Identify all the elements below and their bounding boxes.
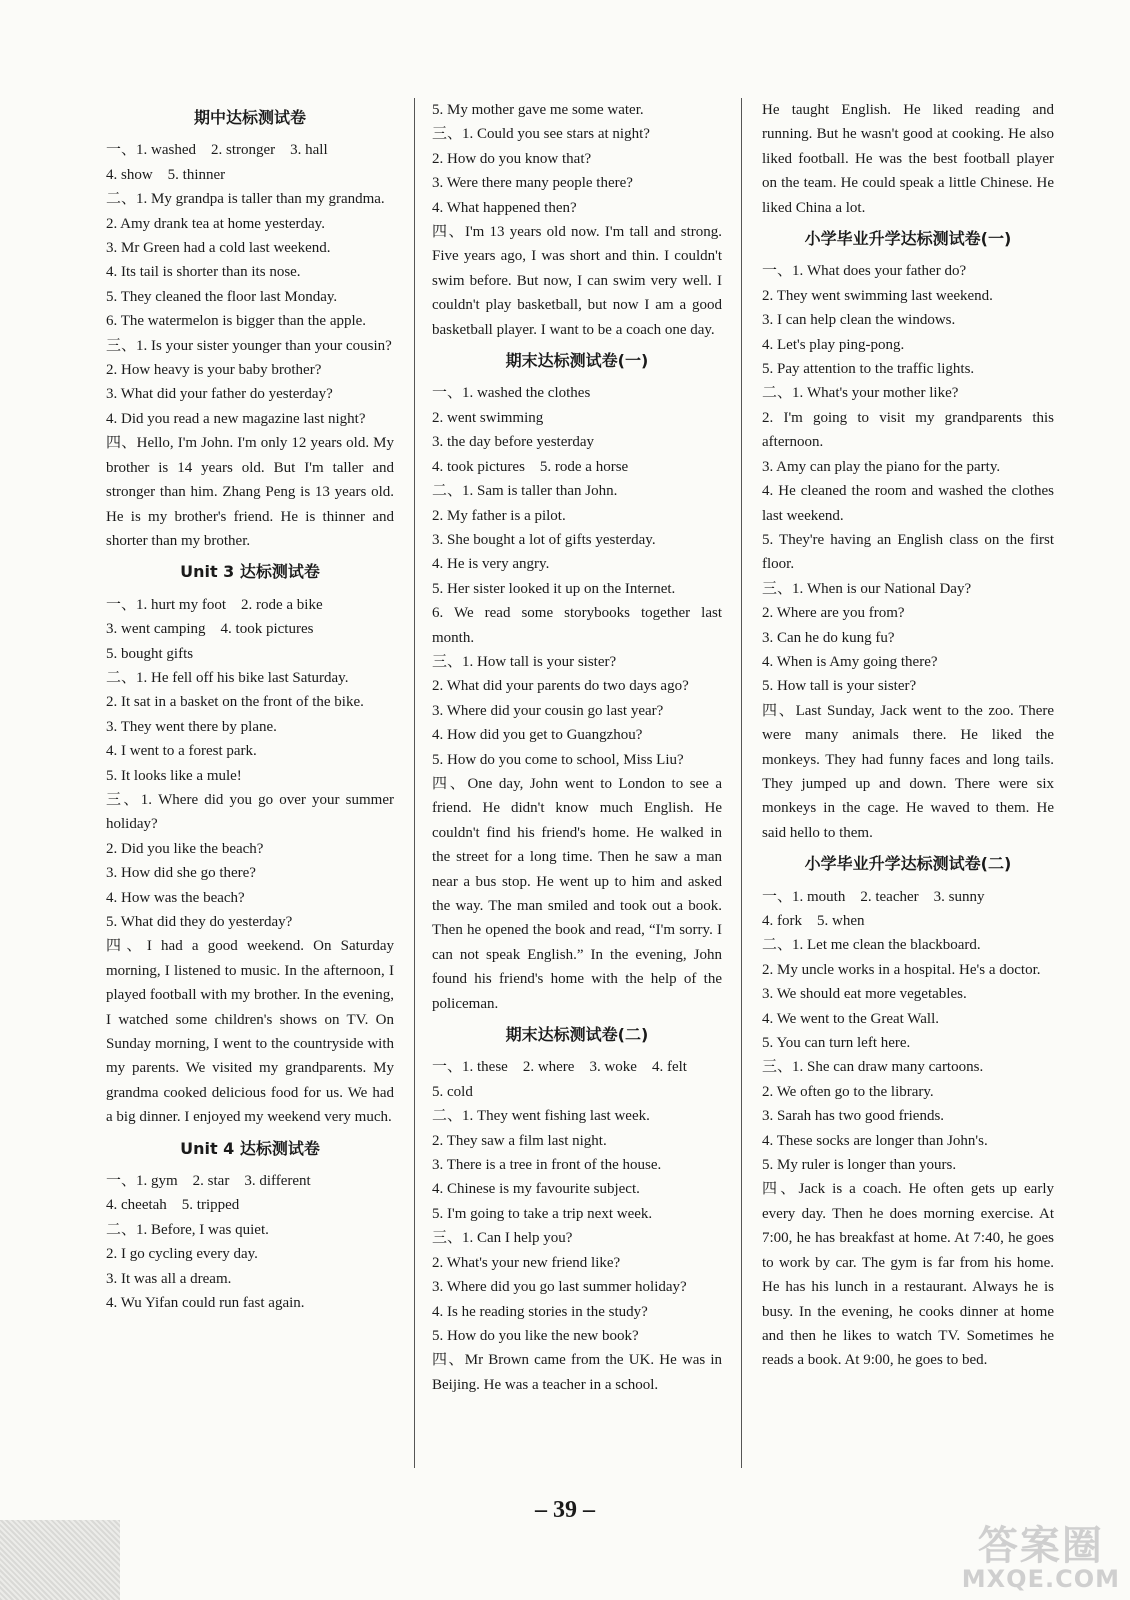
answer-line: 3. They went there by plane. [106,718,277,735]
answer-line: 三、1. Can I help you? [432,1230,573,1247]
answer-line: 四、I had a good weekend. On Saturday morning, I listened to music. In the afternoon, I played football with my brother. In the evening, I watched some children's shows on TV. On Sunday morning, I went to the countryside with my parents. We visited my grandparents. My grandma cooked delicious food for us. We had a big dinner. I enjoyed my weekend very much. [106,938,394,1126]
answer-line: 5. You can turn left here. [762,1035,911,1052]
answer-line: 二、1. Let me clean the blackboard. [762,937,981,954]
answer-line: 4. What happened then? [432,199,577,216]
answer-line: 一、1. these 2. where 3. woke 4. felt [432,1059,687,1076]
answer-line: 2. It sat in a basket on the front of the bike. [106,694,364,711]
answer-line: 三、1. When is our National Day? [762,580,972,597]
answer-line: 3. It was all a dream. [106,1270,232,1287]
answer-line: 四、Last Sunday, Jack went to the zoo. There were many animals there. He liked the monkeys. They had funny faces and long tails. They jumped up and down. There were six monkeys in the cage. He waved to them. He said hello to them. [762,702,1054,841]
answer-line: 5. My mother gave me some water. [432,102,644,118]
answer-line: 5. How do you come to school, Miss Liu? [432,751,684,768]
answer-line: 5. What did they do yesterday? [106,914,293,930]
answer-line: 2. Did you like the beach? [106,840,264,857]
answer-line: 5. bought gifts [106,645,194,662]
answer-line: 4. fork 5. when [762,913,865,929]
section-title: 小学毕业升学达标测试卷(二) [804,854,1012,874]
answer-line: 5. They cleaned the floor last Monday. [106,288,338,305]
watermark-logo [961,1522,1120,1593]
answer-line: 一、1. gym 2. star 3. different [106,1173,311,1190]
watermark-url: MXQE.COM [961,1564,1120,1593]
answer-line: 3. Can he do kung fu? [762,629,895,646]
answer-line: 2. I go cycling every day. [106,1246,258,1263]
answer-line: 3. Where did your cousin go last year? [432,702,664,719]
answer-line: 5. It looks like a mule! [106,767,242,784]
answer-line: 4. Is he reading stories in the study? [432,1303,648,1320]
page-number: – 39 – [535,1497,595,1523]
answer-line: 2. What did your parents do two days ago? [432,678,689,695]
answer-line: 3. How did she go there? [106,865,256,882]
answer-line: 二、1. What's your mother like? [762,385,959,402]
answer-line: 5. My ruler is longer than yours. [762,1157,957,1174]
answer-line: 6. The watermelon is bigger than the apple. [106,313,367,330]
answer-line: 四、Jack is a coach. He often gets up early every day. Then he does morning exercise. At 7:00, he has breakfast at home. At 7:40, he goes to work by car. The gym is far from his home. He has his lunch in a restaurant. Always he is busy. In the evening, he cooks dinner at home and then he likes to watch TV. Sometimes he reads a book. At 9:00, he goes to bed. [762,1181,1054,1369]
answer-line: 3. the day before yesterday [432,434,595,451]
answer-line: 3. I can help clean the windows. [762,312,956,329]
answer-line: 3. Amy can play the piano for the party. [762,458,1001,475]
answer-line: 4. took pictures 5. rode a horse [432,458,629,475]
answer-line: 四、Mr Brown came from the UK. He was in Beijing. He was a teacher in a school. [432,1352,722,1393]
answer-line: 2. went swimming [432,409,544,426]
answer-line: 四、One day, John went to London to see a friend. He didn't know much English. He couldn't find his friend's home. He walked in the street for a long time. Then he saw a man near a bus stop. He went up to him and asked the way. The man smiled and took out a book. Then he opened the book and read, “I'm sorry. I can not speak English.” In the evening, John found his friend's home with the help of the policeman. [432,775,722,1012]
answer-line: 4. I went to a forest park. [106,743,257,760]
answer-line: 二、1. They went fishing last week. [432,1108,650,1125]
answer-line: 2. Where are you from? [762,605,905,622]
answer-line: 2. My father is a pilot. [432,507,566,524]
answer-line: 3. We should eat more vegetables. [762,986,967,1003]
answer-line: 5. Pay attention to the traffic lights. [762,361,975,378]
answer-line: 4. We went to the Great Wall. [762,1010,939,1027]
answer-line: 4. These socks are longer than John's. [762,1132,988,1149]
answer-line: 三、1. How tall is your sister? [432,653,617,670]
answer-line: 5. How do you like the new book? [432,1327,639,1344]
section-title: 期中达标测试卷 [193,108,306,127]
answer-line: 3. Where did you go last summer holiday? [432,1279,687,1296]
answer-line: 4. Did you read a new magazine last night? [106,410,366,427]
right-column [762,98,1054,1373]
answer-line: 3. Mr Green had a cold last weekend. [106,240,331,257]
answer-line: He taught English. He liked reading and running. But he wasn't good at cooking. He also liked football. He was the best football player on the team. He could speak a little Chinese. He liked China a lot. [762,102,1054,216]
answer-line: 4. Wu Yifan could run fast again. [106,1295,305,1312]
answer-line: 2. We often go to the library. [762,1083,934,1100]
answer-line: 四、I'm 13 years old now. I'm tall and strong. Five years ago, I was short and thin. I couldn't swim before. But now, I can swim very well. I couldn't play basketball, but now I am a good basketball player. I want to be a coach one day. [432,224,722,338]
section-title: 小学毕业升学达标测试卷(一) [804,229,1012,249]
watermark-title: 答案圈 [977,1522,1104,1569]
section-title: 期末达标测试卷(二) [505,1025,649,1045]
answer-line: 二、1. My grandpa is taller than my grandma. [106,191,385,208]
answer-line: 2. How heavy is your baby brother? [106,362,322,379]
answer-line: 3. went camping 4. took pictures [106,621,314,638]
answer-line: 一、1. mouth 2. teacher 3. sunny [762,888,985,905]
answer-line: 一、1. washed 2. stronger 3. hall [106,142,328,159]
answer-line: 5. Her sister looked it up on the Internet. [432,580,676,597]
middle-column [432,98,722,1397]
answer-line: 5. How tall is your sister? [762,678,917,695]
answer-line: 2. What's your new friend like? [432,1254,621,1271]
answer-line: 四、Hello, I'm John. I'm only 12 years old. My brother is 14 years old. But I'm taller and stronger than him. Zhang Peng is 13 years old. He is my brother's friend. He is thinner and shorter than my brother. [106,435,394,549]
answer-line: 一、1. What does your father do? [762,263,967,280]
answer-line: 3. She bought a lot of gifts yesterday. [432,531,656,548]
left-column [106,98,394,1316]
answer-line: 4. Its tail is shorter than its nose. [106,264,301,281]
answer-line: 二、1. Before, I was quiet. [106,1221,269,1238]
answer-line: 2. How do you know that? [432,150,592,167]
section-title: Unit 3 达标测试卷 [180,562,320,582]
answer-line: 4. How did you get to Guangzhou? [432,727,643,744]
answer-line: 3. Were there many people there? [432,175,633,192]
answer-line: 三、1. Is your sister younger than your cousin? [106,337,392,354]
answer-line: 三、1. Could you see stars at night? [432,126,650,143]
answer-line: 一、1. hurt my foot 2. rode a bike [106,596,323,613]
answer-line: 6. We read some storybooks together last month. [432,605,722,646]
answer-line: 二、1. Sam is taller than John. [432,483,618,500]
answer-line: 4. cheetah 5. tripped [106,1197,240,1214]
answer-line: 4. How was the beach? [106,889,245,906]
answer-line: 4. show 5. thinner [106,166,226,183]
answer-line: 4. Let's play ping-pong. [762,336,905,353]
answer-line: 4. He cleaned the room and washed the clothes last weekend. [762,483,1054,524]
answer-line: 2. My uncle works in a hospital. He's a doctor. [762,961,1041,978]
answer-line: 三、1. Where did you go over your summer holiday? [106,791,394,833]
answer-line: 3. Sarah has two good friends. [762,1108,945,1125]
answer-line: 一、1. washed the clothes [432,385,591,402]
answer-line: 2. They saw a film last night. [432,1132,607,1149]
answer-line: 4. He is very angry. [432,556,550,573]
answer-line: 三、1. She can draw many cartoons. [762,1059,984,1076]
answer-line: 4. Chinese is my favourite subject. [432,1181,640,1198]
answer-line: 3. What did your father do yesterday? [106,386,333,403]
answer-line: 2. They went swimming last weekend. [762,287,993,304]
answer-line: 4. When is Amy going there? [762,653,938,670]
scan-texture [0,1520,120,1600]
column-divider [414,98,415,1468]
answer-line: 2. Amy drank tea at home yesterday. [106,215,325,232]
column-divider [741,98,742,1468]
answer-line: 2. I'm going to visit my grandparents this afternoon. [762,409,1054,451]
section-title: Unit 4 达标测试卷 [180,1138,320,1158]
answer-line: 5. cold [432,1083,473,1100]
section-title: 期末达标测试卷(一) [505,351,649,371]
answer-line: 5. They're having an English class on the first floor. [762,531,1054,573]
answer-line: 3. There is a tree in front of the house. [432,1157,662,1174]
answer-line: 5. I'm going to take a trip next week. [432,1205,653,1222]
answer-line: 二、1. He fell off his bike last Saturday. [106,669,349,686]
